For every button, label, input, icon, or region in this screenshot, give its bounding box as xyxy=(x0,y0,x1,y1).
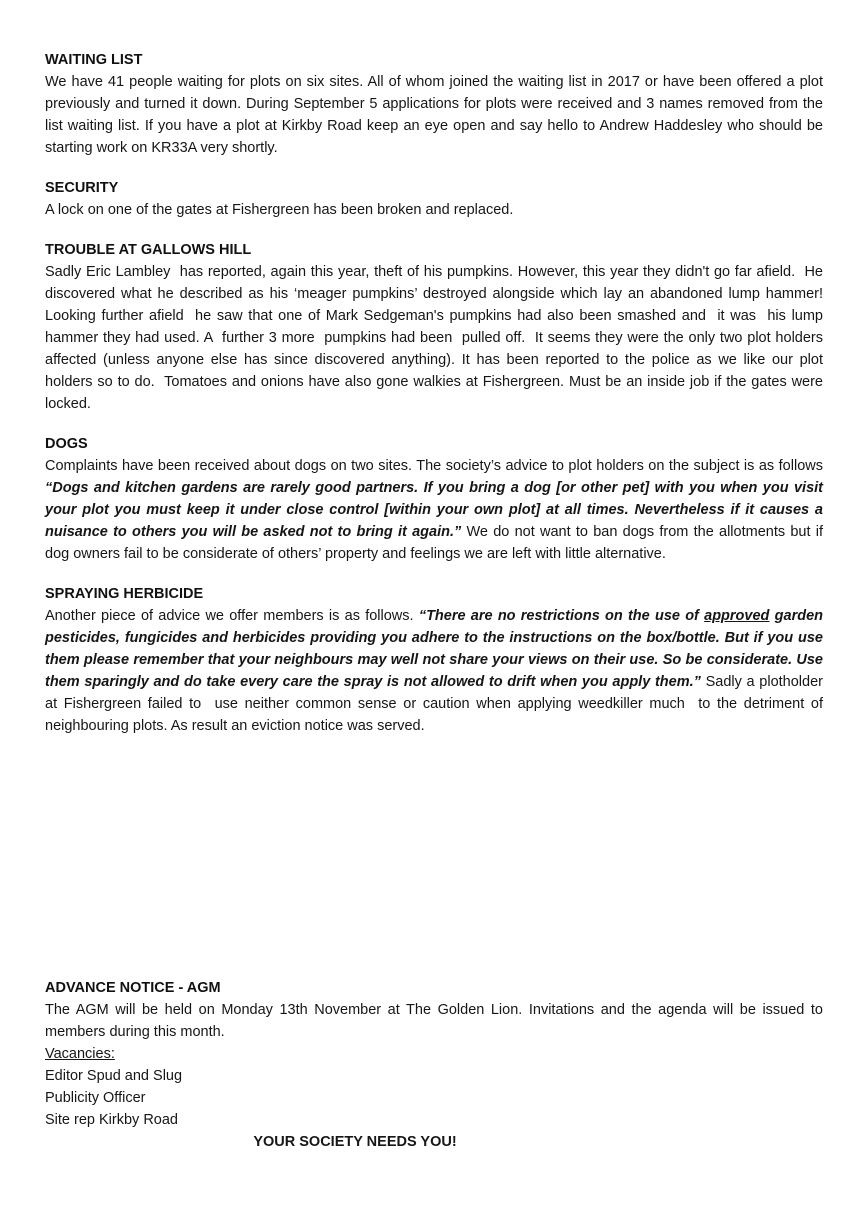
waiting-list-paragraph: We have 41 people waiting for plots on six sites. All of whom joined the waiting list in 2017 or have been offered a plot previously and turned it down. During September 5 applications for plots were received and 3 names removed from the list waiting list. If you have a plot at Kirkby Road keep an eye open and say hello to Andrew Haddesley who should be starting work on KR33A very shortly. xyxy=(45,74,828,156)
section-security xyxy=(45,177,823,221)
trouble-heading: TROUBLE AT GALLOWS HILL xyxy=(45,242,252,258)
security-heading: SECURITY xyxy=(45,180,119,196)
section-trouble-at-gallows-hill xyxy=(45,239,828,415)
agm-heading: ADVANCE NOTICE - AGM xyxy=(45,980,221,996)
section-advance-notice-agm xyxy=(45,977,828,1153)
vacancy-item-site-rep: Site rep Kirkby Road xyxy=(45,1112,178,1128)
trouble-paragraph: Sadly Eric Lambley has reported, again this year, theft of his pumpkins. However, this year they didn't go far afield. He discovered what he described as his ‘meager pumpkins’ destroyed alongside which lay an abandoned lump hammer! Looking further afield he saw that one of Mark Sedgeman's pumpkins had also been smashed and it was his lump hammer they had used. A further 3 more pumpkins had been pulled off. It seems they were the only two plot holders affected (unless anyone else has since discovered anything). It has been reported to the police as we like our plot holders so to do. Tomatoes and onions have also gone walkies at Fishergreen. Must be an inside job if the gates were locked. xyxy=(45,264,828,412)
empty-space xyxy=(45,755,823,977)
security-paragraph: A lock on one of the gates at Fishergreen has been broken and replaced. xyxy=(45,202,514,218)
spraying-heading: SPRAYING HERBICIDE xyxy=(45,586,204,602)
section-dogs xyxy=(45,433,828,565)
waiting-list-heading: WAITING LIST xyxy=(45,52,143,68)
section-waiting-list xyxy=(45,49,828,159)
vacancy-item-publicity-officer: Publicity Officer xyxy=(45,1090,146,1106)
dogs-heading: DOGS xyxy=(45,436,88,452)
vacancies-label: Vacancies: xyxy=(45,1046,115,1062)
section-spraying-herbicide xyxy=(45,583,828,737)
vacancy-item-editor: Editor Spud and Slug xyxy=(45,1068,183,1084)
agm-paragraph: The AGM will be held on Monday 13th November at The Golden Lion. Invitations and the agenda will be issued to members during this month. xyxy=(45,1002,828,1040)
society-needs-you-callout: YOUR SOCIETY NEEDS YOU! xyxy=(253,1134,457,1150)
spraying-paragraph: Another piece of advice we offer members is as follows. “There are no restrictions on the use of approved garden pesticides, fungicides and herbicides providing you adhere to the instructions on the box/bottle. But if you use them please remember that your neighbours may well not share your views on their use. So be considerate. Use them sparingly and do take every care the spray is not allowed to drift when you apply them.” Sadly a plotholder at Fishergreen failed to use neither common sense or caution when applying weedkiller much to the detriment of neighbouring plots. As result an eviction notice was served. xyxy=(45,608,828,734)
dogs-paragraph: Complaints have been received about dogs on two sites. The society’s advice to plot holders on the subject is as follows “Dogs and kitchen gardens are rarely good partners. If you bring a dog [or other pet] with you when you visit your plot you must keep it under close control [within your own plot] at all times. Nevertheless if it causes a nuisance to others you will be asked not to bring it again.” We do not want to ban dogs from the allotments but if dog owners fail to be considerate of others’ property and feelings we are left with little alternative. xyxy=(45,458,828,562)
